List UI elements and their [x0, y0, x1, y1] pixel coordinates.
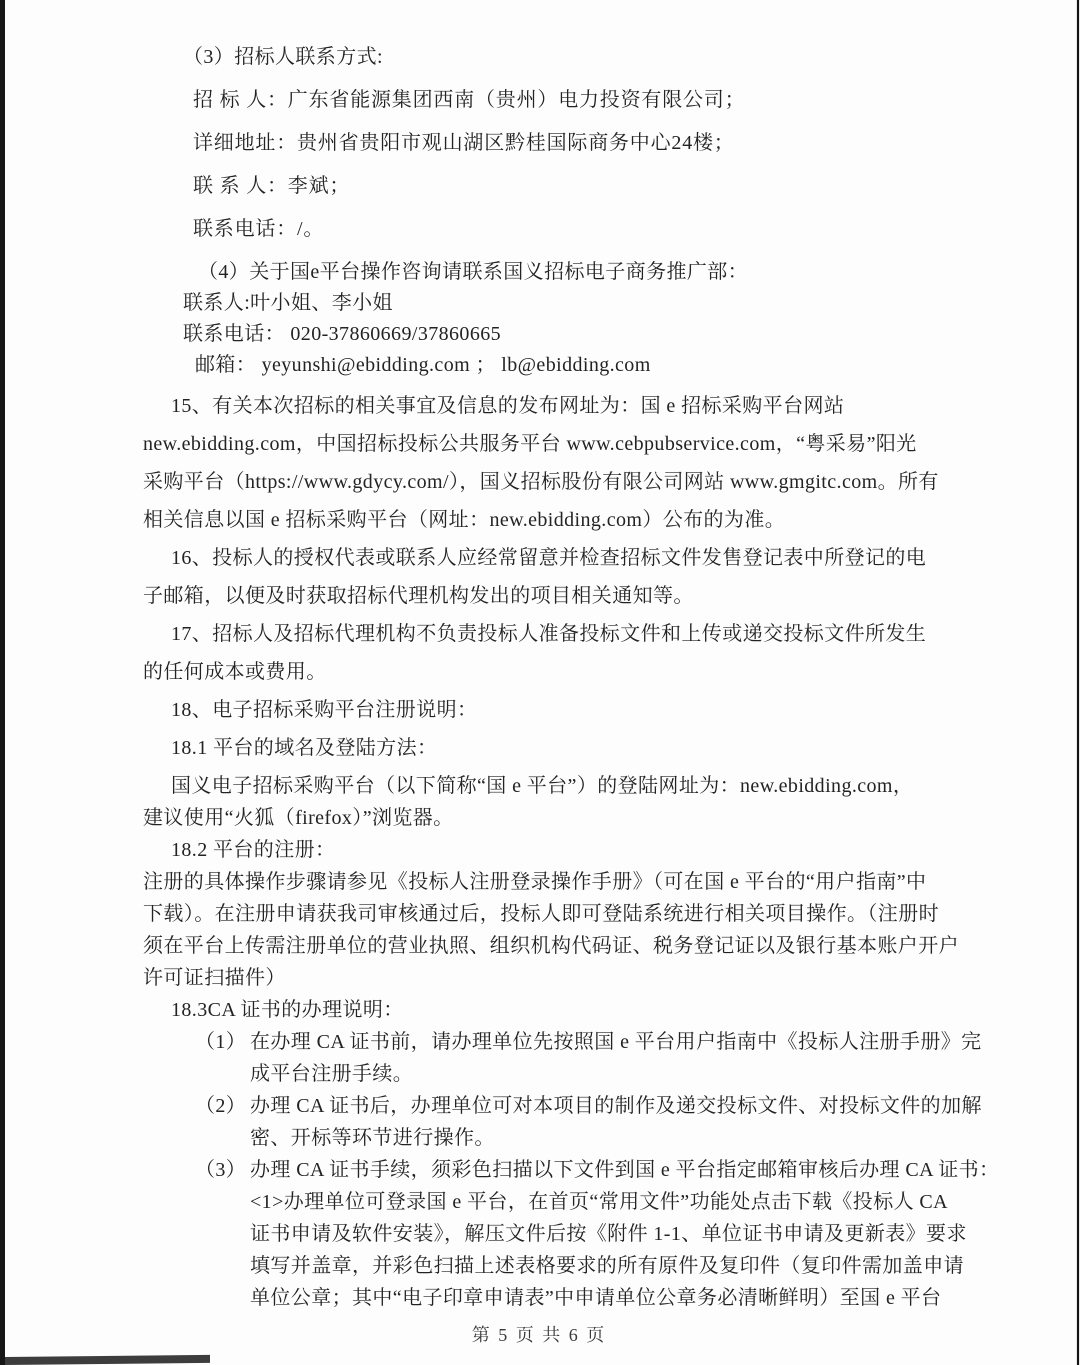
- text-line: 18、电子招标采购平台注册说明：: [171, 699, 478, 721]
- text-line: 联系电话： 020-37860669/37860665: [183, 323, 502, 345]
- list-item-line: [143, 1155, 1000, 1185]
- text-line: 的任何成本或费用。: [143, 661, 327, 683]
- text-line: 建议使用“火狐（firefox）”浏览器。: [143, 807, 454, 829]
- text-line: 18.1 平台的域名及登陆方法：: [171, 737, 438, 759]
- text-line: <1>办理单位可登录国 e 平台，在首页“常用文件”功能处点击下载《投标人 CA: [250, 1191, 948, 1213]
- list-item-line: [143, 1027, 982, 1057]
- section-heading-line: （4）关于国e平台操作咨询请联系国义招标电子商务推广部：: [198, 261, 749, 283]
- text-line: 许可证扫描件）: [143, 967, 286, 989]
- list-marker: （1）: [195, 1031, 247, 1053]
- document-lines: [143, 42, 1000, 1313]
- text-line: 18.3CA 证书的办理说明：: [171, 999, 404, 1021]
- page-number: 第 5 页 共 6 页: [471, 1325, 607, 1345]
- text-line: 联系电话：/。: [193, 218, 325, 240]
- text-line: 17、招标人及招标代理机构不负责投标人准备投标文件和上传或递交投标文件所发生: [171, 623, 927, 645]
- text-line: 下载）。在注册申请获我司审核通过后，投标人即可登陆系统进行相关项目操作。（注册时: [143, 903, 939, 925]
- list-text: 在办理 CA 证书前，请办理单位先按照国 e 平台用户指南中《投标人注册手册》完: [250, 1031, 982, 1053]
- list-text: 办理 CA 证书后，办理单位可对本项目的制作及递交投标文件、对投标文件的加解: [250, 1095, 982, 1117]
- text-line: 须在平台上传需注册单位的营业执照、组织机构代码证、税务登记证以及银行基本账户开户: [143, 935, 959, 957]
- text-line: 注册的具体操作步骤请参见《投标人注册登录操作手册》（可在国 e 平台的“用户指南”中: [143, 871, 927, 893]
- text-line: new.ebidding.com，中国招标投标公共服务平台 www.cebpubservice.com，“粤采易”阳光: [143, 433, 917, 455]
- text-line: 单位公章；其中“电子印章申请表”中申请单位公章务必清晰鲜明）至国 e 平台: [250, 1287, 942, 1309]
- text-line: 填写并盖章，并彩色扫描上述表格要求的所有原件及复印件（复印件需加盖申请: [250, 1255, 964, 1277]
- list-text: 办理 CA 证书手续，须彩色扫描以下文件到国 e 平台指定邮箱审核后办理 CA 证书：: [250, 1159, 1000, 1181]
- text-line: 成平台注册手续。: [250, 1063, 414, 1085]
- list-marker: （2）: [195, 1095, 247, 1117]
- text-line: 子邮箱，以便及时获取招标代理机构发出的项目相关通知等。: [143, 585, 694, 607]
- list-marker: （3）: [195, 1159, 247, 1181]
- text-line: 证书申请及软件安装》，解压文件后按《附件 1-1、单位证书申请及更新表》要求: [250, 1223, 967, 1245]
- text-line: 采购平台（https://www.gdycy.com/），国义招标股份有限公司网站 www.gmgitc.com。所有: [143, 471, 939, 493]
- text-line: 国义电子招标采购平台（以下简称“国 e 平台”）的登陆网址为：new.ebidding.com，: [171, 775, 914, 797]
- text-line: 招 标 人：广东省能源集团西南（贵州）电力投资有限公司；: [193, 89, 746, 111]
- text-line: 16、投标人的授权代表或联系人应经常留意并检查招标文件发售登记表中所登记的电: [171, 547, 927, 569]
- text-line: 详细地址：贵州省贵阳市观山湖区黔桂国际商务中心24楼；: [193, 132, 735, 154]
- text-line: 18.2 平台的注册：: [171, 839, 336, 861]
- text-line: 密、开标等环节进行操作。: [250, 1127, 495, 1149]
- text-line: 相关信息以国 e 招标采购平台（网址：new.ebidding.com）公布的为准。: [143, 509, 786, 531]
- text-line: 15、有关本次招标的相关事宜及信息的发布网址为：国 e 招标采购平台网站: [171, 395, 845, 417]
- list-item-line: [143, 1091, 982, 1121]
- text-line: 联系人:叶小姐、李小姐: [183, 292, 393, 314]
- text-line: 邮箱： yeyunshi@ebidding.com ； lb@ebidding.com: [195, 354, 651, 376]
- section-heading-line: （3）招标人联系方式:: [183, 46, 383, 68]
- text-line: 联 系 人：李斌；: [193, 175, 351, 197]
